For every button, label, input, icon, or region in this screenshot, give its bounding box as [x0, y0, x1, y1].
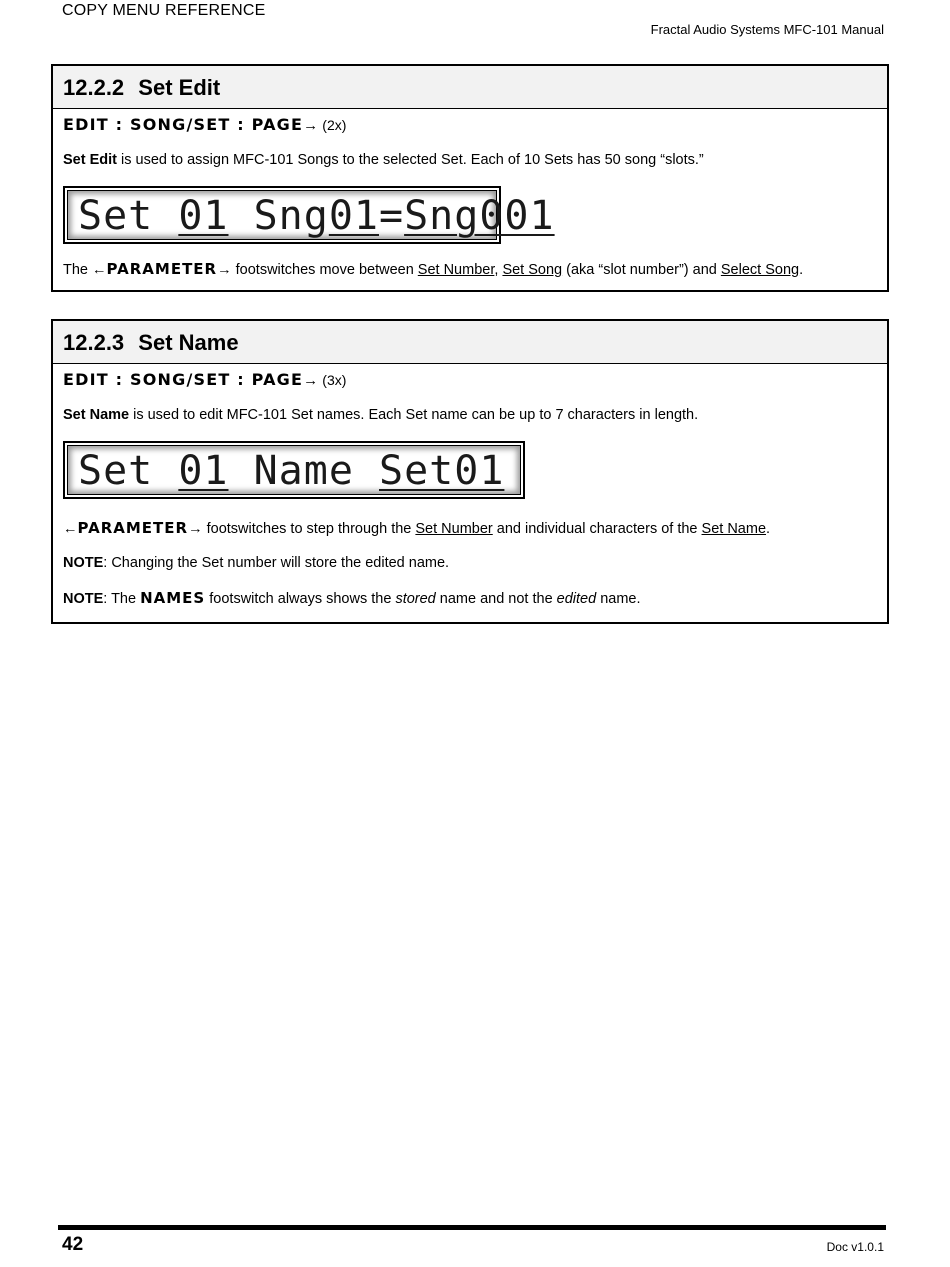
parameter-note — [63, 260, 877, 278]
lcd-select-song: Sng001 — [404, 193, 555, 239]
note-names — [63, 589, 877, 607]
description-term: Set Edit — [63, 152, 117, 168]
lcd-label-set: Set — [78, 193, 179, 239]
note-text: (aka “slot number”) and — [562, 262, 721, 278]
lcd-label-set: Set — [78, 448, 179, 494]
lcd-set-name: Set01 — [379, 448, 505, 494]
emph-stored: stored — [395, 591, 436, 607]
press-count: (3x) — [322, 372, 347, 388]
menu-path — [63, 370, 877, 389]
step-text: and individual characters of the — [492, 521, 702, 537]
note-lead: The — [63, 262, 93, 278]
section-number: 12.2.3 — [63, 330, 125, 355]
right-arrow-icon: → — [303, 117, 319, 134]
section-number: 12.2.2 — [63, 75, 125, 100]
description — [63, 407, 877, 423]
note-text: : Changing the Set number will store the edited name. — [103, 555, 450, 571]
lcd-set-number: 01 — [178, 193, 229, 239]
doc-version: Doc v1.0.1 — [826, 1240, 884, 1254]
menu-path-text: EDIT : SONG/SET : PAGE — [63, 370, 304, 389]
description-text: is used to edit MFC-101 Set names. Each Set name can be up to 7 characters in length. — [129, 407, 699, 423]
note-label: NOTE — [63, 555, 104, 571]
note-sep: , — [494, 262, 503, 278]
lcd-text — [78, 450, 504, 492]
names-footswitch-label: NAMES — [140, 589, 206, 607]
left-arrow-icon: ← — [92, 262, 107, 278]
lcd-label-name: Name — [228, 448, 379, 494]
lcd-label-song: Sng — [228, 193, 329, 239]
running-header-section: COPY MENU REFERENCE — [62, 2, 266, 19]
footer-rule — [58, 1225, 886, 1230]
lcd-song-slot: 01 — [328, 193, 379, 239]
section-set-name — [51, 319, 889, 624]
note-label: NOTE — [63, 591, 104, 607]
parameter-footswitch-label: PARAMETER — [106, 260, 218, 278]
section-title: Set Edit — [138, 75, 221, 100]
term-set-number: Set Number — [417, 262, 495, 278]
lcd-equals: = — [379, 193, 405, 239]
lcd-display — [63, 441, 525, 499]
press-count: (2x) — [322, 117, 347, 133]
running-header-title: Fractal Audio Systems MFC-101 Manual — [650, 22, 884, 37]
menu-path — [63, 115, 877, 134]
description-term: Set Name — [63, 407, 130, 423]
left-arrow-icon: ← — [63, 521, 78, 537]
note-store — [63, 555, 877, 571]
page-number: 42 — [62, 1234, 84, 1255]
note-end: . — [799, 262, 804, 278]
note-text: : The — [103, 591, 141, 607]
menu-path-text: EDIT : SONG/SET : PAGE — [63, 115, 304, 134]
emph-edited: edited — [556, 591, 597, 607]
lcd-text — [78, 195, 555, 237]
section-title: Set Name — [138, 330, 239, 355]
term-set-number: Set Number — [415, 521, 493, 537]
section-heading — [53, 321, 887, 364]
term-set-song: Set Song — [502, 262, 563, 278]
right-arrow-icon: → — [188, 521, 203, 537]
note-text: name. — [596, 591, 641, 607]
term-select-song: Select Song — [720, 262, 800, 278]
step-text: footswitches to step through the — [202, 521, 416, 537]
parameter-footswitch-label: PARAMETER — [77, 519, 189, 537]
section-set-edit — [51, 64, 889, 292]
right-arrow-icon: → — [217, 262, 232, 278]
parameter-step-note — [63, 519, 877, 537]
note-text: name and not the — [435, 591, 557, 607]
lcd-set-number: 01 — [178, 448, 229, 494]
section-heading — [53, 66, 887, 109]
description — [63, 152, 877, 168]
note-text: footswitch always shows the — [205, 591, 396, 607]
description-text: is used to assign MFC-101 Songs to the selected Set. Each of 10 Sets has 50 song “slots.” — [116, 152, 704, 168]
lcd-display — [63, 186, 555, 244]
right-arrow-icon: → — [303, 372, 319, 389]
note-text: footswitches move between — [231, 262, 418, 278]
step-end: . — [766, 521, 771, 537]
term-set-name: Set Name — [701, 521, 767, 537]
